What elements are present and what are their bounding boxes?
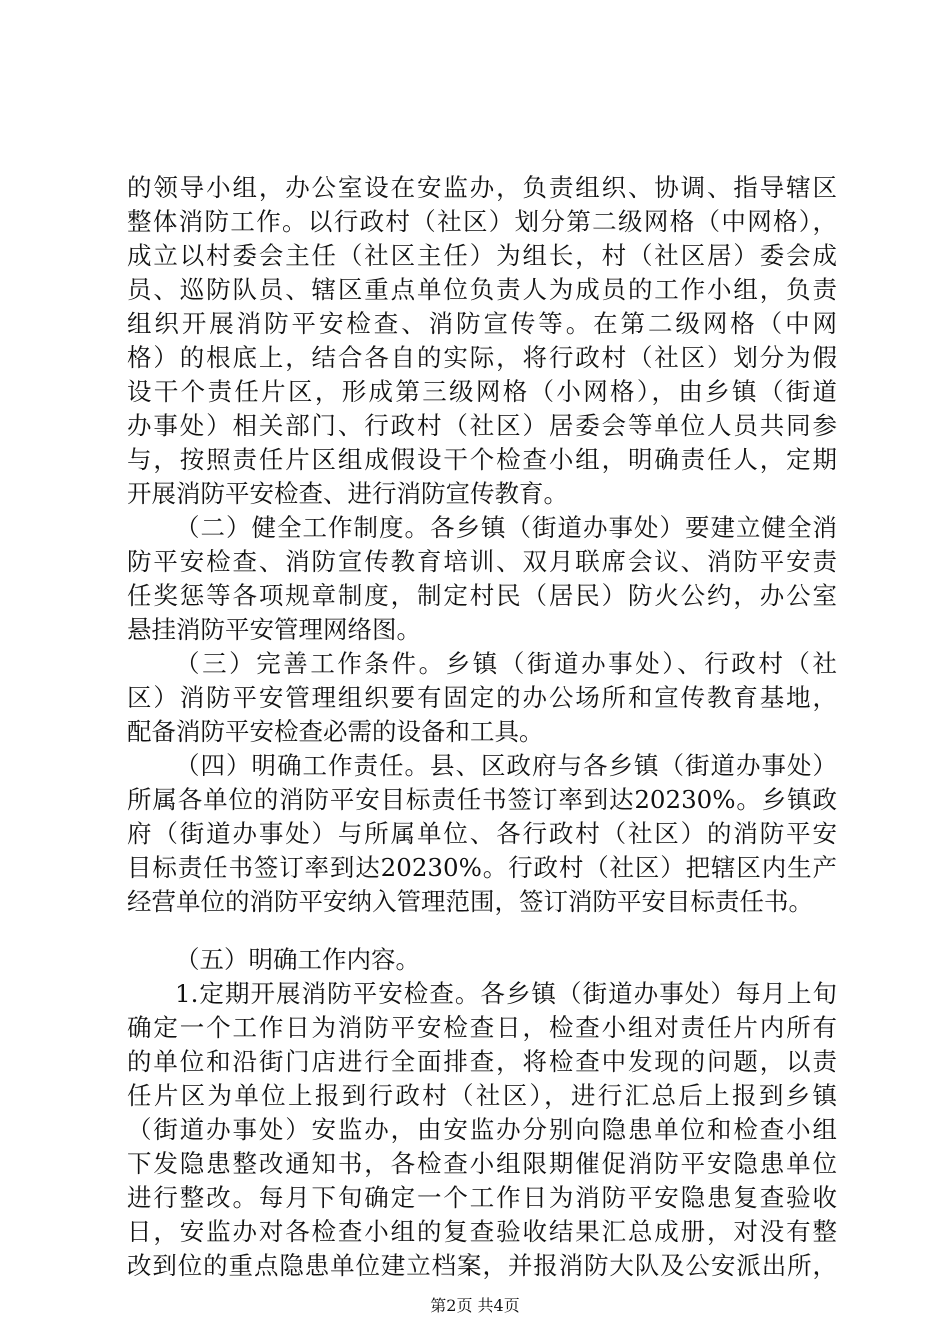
text-line: 设干个责任片区，形成第三级网格（小网格），由乡镇（街道 [127, 377, 837, 406]
text-line: 与，按照责任片区组成假设干个检查小组，明确责任人，定期 [127, 445, 837, 474]
text-line: 的领导小组，办公室设在安监办，负责组织、协调、指导辖区 [127, 173, 837, 202]
text-line: 开展消防平安检查、进行消防宣传教育。 [127, 479, 568, 508]
text-line: 格）的根底上，结合各自的实际，将行政村（社区）划分为假 [127, 343, 837, 372]
text-line: 办事处）相关部门、行政村（社区）居委会等单位人员共同参 [127, 411, 837, 440]
text-line: 任奖惩等各项规章制度，制定村民（居民）防火公约，办公室 [127, 581, 837, 610]
text-line: 确定一个工作日为消防平安检查日，检查小组对责任片内所有 [127, 1013, 837, 1042]
text-line: （街道办事处）安监办，由安监办分别向隐患单位和检查小组 [127, 1115, 837, 1144]
text-line: 府（街道办事处）与所属单位、各行政村（社区）的消防平安 [127, 819, 837, 848]
text-line: 整体消防工作。以行政村（社区）划分第二级网格（中网格）， [127, 207, 837, 236]
text-line: 组织开展消防平安检查、消防宣传等。在第二级网格（中网 [127, 309, 837, 338]
text-line: 进行整改。每月下旬确定一个工作日为消防平安隐患复查验收 [127, 1183, 837, 1212]
text-line: 目标责任书签订率到达20230%。行政村（社区）把辖区内生产 [127, 853, 837, 882]
text-line: 区）消防平安管理组织要有固定的办公场所和宣传教育基地， [127, 683, 837, 712]
text-line: 悬挂消防平安管理网络图。 [127, 615, 421, 644]
text-line: 任片区为单位上报到行政村（社区），进行汇总后上报到乡镇 [127, 1081, 837, 1110]
text-line: 改到位的重点隐患单位建立档案，并报消防大队及公安派出所， [127, 1251, 837, 1280]
text-line: 员、巡防队员、辖区重点单位负责人为成员的工作小组，负责 [127, 275, 837, 304]
paragraph-heading-2: （二）健全工作制度。各乡镇（街道办事处）要建立健全消 [175, 513, 837, 542]
text-line: 成立以村委会主任（社区主任）为组长，村（社区居）委会成 [127, 241, 837, 270]
text-line: 防平安检查、消防宣传教育培训、双月联席会议、消防平安责 [127, 547, 837, 576]
text-line: 经营单位的消防平安纳入管理范围，签订消防平安目标责任书。 [127, 887, 813, 916]
text-line: 所属各单位的消防平安目标责任书签订率到达20230%。乡镇政 [127, 785, 837, 814]
page-number-footer: 第2页 共4页 [430, 1296, 520, 1315]
text-line: 下发隐患整改通知书，各检查小组限期催促消防平安隐患单位 [127, 1149, 837, 1178]
paragraph-heading-4: （四）明确工作责任。县、区政府与各乡镇（街道办事处） [175, 751, 837, 780]
text-line: 配备消防平安检查必需的设备和工具。 [127, 717, 544, 746]
paragraph-heading-3: （三）完善工作条件。乡镇（街道办事处）、行政村（社 [175, 649, 837, 678]
text-line: 的单位和沿街门店进行全面排查，将检查中发现的问题，以责 [127, 1047, 837, 1076]
text-line: 1.定期开展消防平安检查。各乡镇（街道办事处）每月上旬 [175, 979, 837, 1008]
text-line: 日，安监办对各检查小组的复查验收结果汇总成册，对没有整 [127, 1217, 837, 1246]
paragraph-heading-5: （五）明确工作内容。 [175, 945, 420, 974]
